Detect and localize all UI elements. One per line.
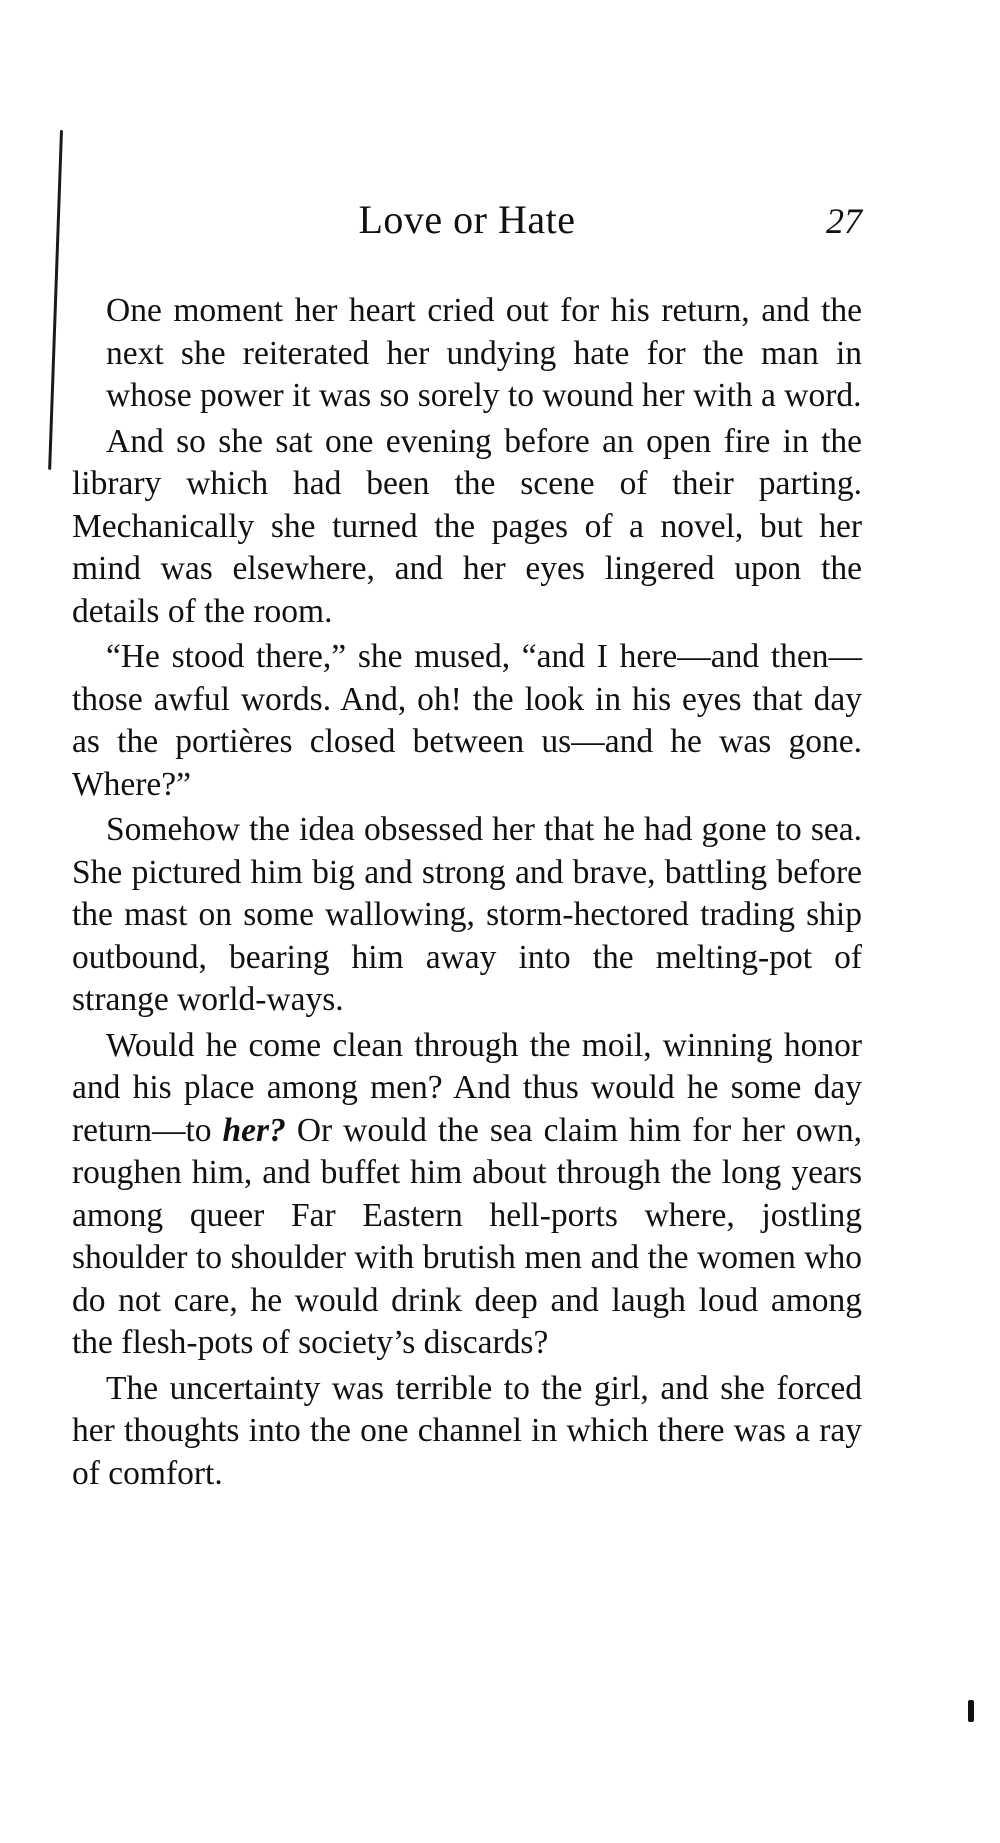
paragraph-text: Somehow the idea obsessed her that he had gone to sea. She pictured him big and strong and brave, battling before the mast on some wallowing, storm-hectored trading ship outbound, bearing him away into the melting-pot of strange world-ways. <box>72 811 862 1018</box>
paragraph-text: Or would the sea claim him for her own, roughen him, and buffet him about through the long years among queer Far Eastern hell-ports where, jostling shoulder to shoulder with brutish men and the women who do not care, he would drink deep and laugh loud among the flesh-pots of society’s discards? <box>72 1111 863 1361</box>
paragraph <box>72 1025 862 1365</box>
paragraph <box>72 809 862 1022</box>
paragraph-text: “He stood there,” she mused, “and I here—and then—those awful words. And, oh! the look in his eyes that day as the portières closed between us—and he was gone. Where?” <box>72 638 862 803</box>
paragraph <box>72 1368 862 1496</box>
paragraph-text: The uncertainty was terrible to the girl, and she forced her thoughts into the one channel in which there was a ray of comfort. <box>72 1369 862 1492</box>
paragraph-text: And so she sat one evening before an open fire in the library which had been the scene of their parting. Mechanically she turned the pages of a novel, but her mind was elsewhere, and her eyes lingered upon the details of the room. <box>72 422 862 630</box>
emphasis-text: her? <box>222 1111 286 1149</box>
ink-speck <box>968 1700 974 1722</box>
running-title: Love or Hate <box>358 197 576 242</box>
page-number: 27 <box>826 201 862 241</box>
page-header <box>72 196 862 256</box>
body-text <box>72 290 862 1498</box>
margin-pen-line <box>48 130 63 470</box>
paragraph <box>72 421 862 634</box>
paragraph-text: One moment her heart cried out for his return, and the next she reiterated her undying hate for the man in whose power it was so sorely to wound her with a word. <box>106 292 862 414</box>
paragraph-text: Would he come clean through the moil, winning honor and his place among men? And thus would he some day return—to <box>72 1026 862 1149</box>
paragraph <box>72 290 862 418</box>
paragraph <box>72 636 862 806</box>
